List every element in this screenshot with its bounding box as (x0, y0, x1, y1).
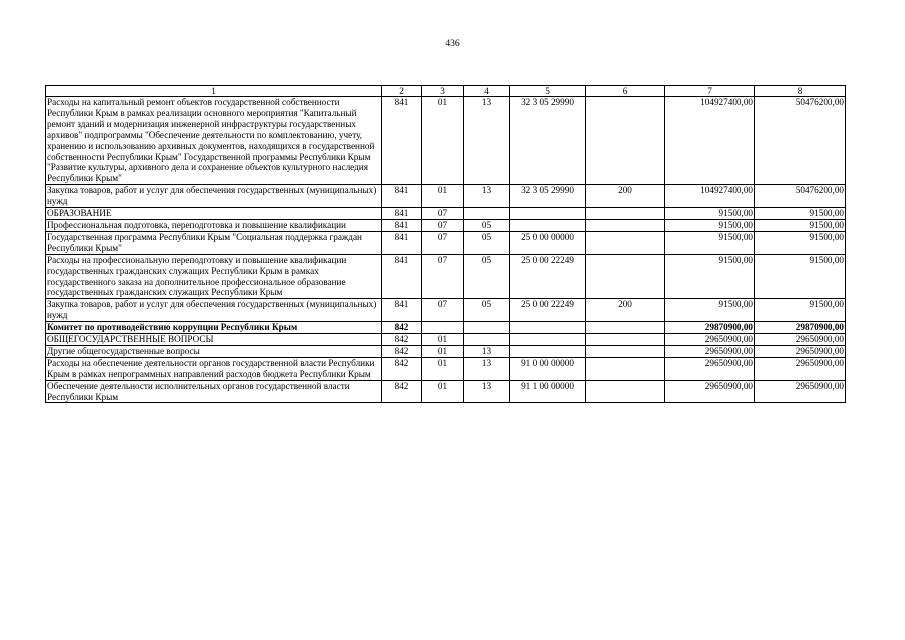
expense-type-cell: 200 (586, 299, 665, 322)
expense-type-cell (586, 334, 665, 346)
table-row (46, 334, 846, 346)
subsection-code-cell: 05 (464, 254, 510, 299)
subsection-code-cell: 13 (464, 185, 510, 208)
expense-type-cell (586, 380, 665, 403)
subsection-code-cell: 05 (464, 231, 510, 254)
ministry-code-cell: 842 (382, 334, 422, 346)
subsection-code-cell: 13 (464, 345, 510, 357)
section-code-cell: 01 (422, 334, 464, 346)
table-row (46, 254, 846, 299)
amount-year1-cell: 91500,00 (665, 299, 755, 322)
row-name-cell: Обеспечение деятельности исполнительных органов государственной власти Республики Крым (46, 380, 382, 403)
section-code-cell: 07 (422, 208, 464, 220)
target-article-cell: 25 0 00 00000 (510, 231, 586, 254)
table-row (46, 357, 846, 380)
expense-type-cell (586, 345, 665, 357)
target-article-cell: 91 0 00 00000 (510, 357, 586, 380)
column-header: 3 (422, 86, 464, 97)
amount-year1-cell: 91500,00 (665, 219, 755, 231)
table-row (46, 97, 846, 185)
subsection-code-cell (464, 322, 510, 334)
amount-year2-cell: 50476200,00 (755, 185, 846, 208)
amount-year2-cell: 91500,00 (755, 219, 846, 231)
subsection-code-cell: 05 (464, 299, 510, 322)
target-article-cell (510, 322, 586, 334)
amount-year1-cell: 29650900,00 (665, 345, 755, 357)
expense-type-cell (586, 322, 665, 334)
amount-year2-cell: 91500,00 (755, 231, 846, 254)
amount-year1-cell: 29650900,00 (665, 357, 755, 380)
column-header: 2 (382, 86, 422, 97)
row-name-cell: Закупка товаров, работ и услуг для обеспечения государственных (муниципальных) нужд (46, 299, 382, 322)
table-row (46, 185, 846, 208)
table-body (46, 97, 846, 403)
subsection-code-cell: 13 (464, 380, 510, 403)
target-article-cell (510, 334, 586, 346)
ministry-code-cell: 841 (382, 219, 422, 231)
expense-type-cell (586, 357, 665, 380)
column-header: 4 (464, 86, 510, 97)
ministry-code-cell: 841 (382, 208, 422, 220)
section-code-cell: 07 (422, 299, 464, 322)
target-article-cell (510, 208, 586, 220)
row-name-cell: Расходы на обеспечение деятельности органов государственной власти Республики Крым в рамках непрограммных направлений расходов бюджета Республики Крым (46, 357, 382, 380)
section-code-cell: 01 (422, 380, 464, 403)
budget-table (45, 85, 846, 403)
section-code-cell: 07 (422, 219, 464, 231)
ministry-code-cell: 842 (382, 322, 422, 334)
table-row (46, 380, 846, 403)
amount-year1-cell: 104927400,00 (665, 97, 755, 185)
amount-year2-cell: 29650900,00 (755, 334, 846, 346)
page-number: 436 (445, 39, 460, 49)
amount-year2-cell: 29650900,00 (755, 345, 846, 357)
amount-year1-cell: 104927400,00 (665, 185, 755, 208)
table-row (46, 219, 846, 231)
amount-year1-cell: 29650900,00 (665, 334, 755, 346)
expense-type-cell (586, 254, 665, 299)
column-header: 6 (586, 86, 665, 97)
amount-year2-cell: 91500,00 (755, 299, 846, 322)
expense-type-cell: 200 (586, 185, 665, 208)
target-article-cell: 25 0 00 22249 (510, 299, 586, 322)
target-article-cell (510, 345, 586, 357)
subsection-code-cell: 13 (464, 357, 510, 380)
row-name-cell: ОБРАЗОВАНИЕ (46, 208, 382, 220)
expense-type-cell (586, 219, 665, 231)
section-code-cell: 01 (422, 185, 464, 208)
table-row (46, 231, 846, 254)
amount-year1-cell: 91500,00 (665, 231, 755, 254)
section-code-cell: 07 (422, 231, 464, 254)
target-article-cell: 32 3 05 29990 (510, 97, 586, 185)
target-article-cell (510, 219, 586, 231)
amount-year2-cell: 29650900,00 (755, 380, 846, 403)
table-row (46, 208, 846, 220)
amount-year2-cell: 29650900,00 (755, 357, 846, 380)
subsection-code-cell (464, 208, 510, 220)
amount-year1-cell: 29650900,00 (665, 380, 755, 403)
section-code-cell: 01 (422, 345, 464, 357)
amount-year1-cell: 91500,00 (665, 254, 755, 299)
table-row (46, 345, 846, 357)
table-row (46, 299, 846, 322)
column-header: 7 (665, 86, 755, 97)
header-row (46, 86, 846, 97)
table-row (46, 322, 846, 334)
subsection-code-cell: 05 (464, 219, 510, 231)
row-name-cell: Закупка товаров, работ и услуг для обеспечения государственных (муниципальных) нужд (46, 185, 382, 208)
amount-year1-cell: 29870900,00 (665, 322, 755, 334)
ministry-code-cell: 842 (382, 345, 422, 357)
target-article-cell: 25 0 00 22249 (510, 254, 586, 299)
target-article-cell: 32 3 05 29990 (510, 185, 586, 208)
ministry-code-cell: 841 (382, 254, 422, 299)
subsection-code-cell: 13 (464, 97, 510, 185)
section-code-cell: 07 (422, 254, 464, 299)
section-code-cell: 01 (422, 357, 464, 380)
row-name-cell: Комитет по противодействию коррупции Республики Крым (46, 322, 382, 334)
row-name-cell: Государственная программа Республики Крым "Социальная поддержка граждан Республики Крым" (46, 231, 382, 254)
expense-type-cell (586, 208, 665, 220)
expense-type-cell (586, 97, 665, 185)
amount-year2-cell: 50476200,00 (755, 97, 846, 185)
expense-type-cell (586, 231, 665, 254)
column-header: 8 (755, 86, 846, 97)
amount-year2-cell: 29870900,00 (755, 322, 846, 334)
ministry-code-cell: 841 (382, 185, 422, 208)
row-name-cell: ОБЩЕГОСУДАРСТВЕННЫЕ ВОПРОСЫ (46, 334, 382, 346)
amount-year2-cell: 91500,00 (755, 208, 846, 220)
column-header: 1 (46, 86, 382, 97)
row-name-cell: Расходы на капитальный ремонт объектов государственной собственности Республики Крым в рамках реализации основного мероприятия "Капитальный ремонт зданий и модернизация инженерной инфраструктуры государственных архивов" подпрограммы "Обеспечение деятельности по комплектованию, учету, хранению и использованию архивных документов, находящихся в государственной собственности Республики Крым" Государственной программы Республики Крым "Развитие культуры, архивного дела и сохранение объектов культурного наследия Республики Крым" (46, 97, 382, 185)
ministry-code-cell: 841 (382, 97, 422, 185)
row-name-cell: Расходы на профессиональную переподготовку и повышение квалификации государственных гражданских служащих Республики Крым в рамках государственного заказа на дополнительное профессиональное образование государственных гражданских служащих Республики Крым (46, 254, 382, 299)
subsection-code-cell (464, 334, 510, 346)
column-header: 5 (510, 86, 586, 97)
target-article-cell: 91 1 00 00000 (510, 380, 586, 403)
section-code-cell (422, 322, 464, 334)
ministry-code-cell: 842 (382, 380, 422, 403)
amount-year1-cell: 91500,00 (665, 208, 755, 220)
section-code-cell: 01 (422, 97, 464, 185)
ministry-code-cell: 841 (382, 231, 422, 254)
row-name-cell: Профессиональная подготовка, переподготовка и повышение квалификации (46, 219, 382, 231)
row-name-cell: Другие общегосударственные вопросы (46, 345, 382, 357)
amount-year2-cell: 91500,00 (755, 254, 846, 299)
ministry-code-cell: 842 (382, 357, 422, 380)
ministry-code-cell: 841 (382, 299, 422, 322)
